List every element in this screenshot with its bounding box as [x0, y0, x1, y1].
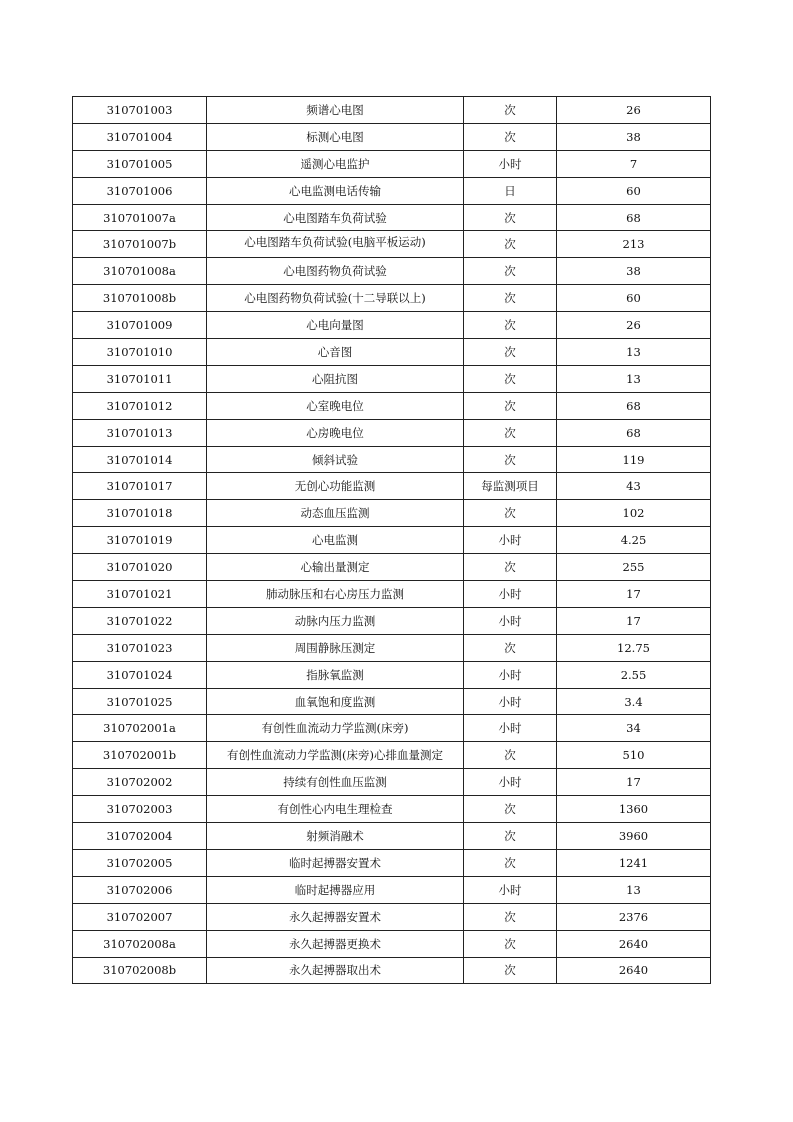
item-code-text: 310702003: [106, 802, 173, 817]
item-code-text: 310701006: [106, 183, 173, 198]
price-cell: [557, 150, 711, 177]
price-cell: [557, 688, 711, 715]
table-row: [73, 123, 711, 150]
unit-cell: [464, 849, 557, 876]
unit-text: 小时: [498, 775, 522, 790]
unit-text: 次: [504, 963, 516, 978]
unit-cell: [464, 930, 557, 957]
unit-cell: [464, 258, 557, 285]
item-code-cell: [73, 97, 207, 124]
item-name-cell: [207, 123, 464, 150]
price-text: 13: [626, 371, 641, 386]
price-cell: [557, 419, 711, 446]
price-cell: [557, 796, 711, 823]
price-cell: [557, 312, 711, 339]
table-row: [73, 957, 711, 984]
item-name-text: 持续有创性血压监测: [283, 775, 387, 790]
item-name-cell: [207, 204, 464, 231]
table-row: [73, 339, 711, 366]
item-name-text: 标测心电图: [306, 129, 364, 144]
unit-text: 次: [504, 237, 516, 252]
price-text: 12.75: [617, 640, 650, 655]
item-code-cell: [73, 258, 207, 285]
price-cell: [557, 823, 711, 850]
price-text: 7: [629, 156, 638, 171]
unit-cell: [464, 581, 557, 608]
item-code-cell: [73, 661, 207, 688]
table-row: [73, 849, 711, 876]
price-cell: [557, 339, 711, 366]
price-cell: [557, 123, 711, 150]
item-name-text: 永久起搏器安置术: [289, 909, 381, 924]
item-code-cell: [73, 581, 207, 608]
price-cell: [557, 231, 711, 258]
unit-text: 小时: [498, 721, 522, 736]
unit-cell: [464, 876, 557, 903]
table-row: [73, 742, 711, 769]
item-code-cell: [73, 849, 207, 876]
item-name-cell: [207, 285, 464, 312]
item-code-cell: [73, 823, 207, 850]
unit-text: 次: [504, 909, 516, 924]
price-text: 1360: [618, 802, 649, 817]
table-row: [73, 661, 711, 688]
unit-cell: [464, 473, 557, 500]
unit-cell: [464, 365, 557, 392]
price-text: 2640: [618, 963, 649, 978]
item-code-cell: [73, 285, 207, 312]
item-name-text: 动脉内压力监测: [294, 613, 376, 628]
item-code-text: 310701007a: [103, 210, 176, 225]
item-name-text: 永久起搏器更换术: [289, 936, 381, 951]
price-text: 68: [626, 425, 641, 440]
table-row: [73, 97, 711, 124]
item-code-text: 310702001a: [103, 721, 176, 736]
item-name-text: 心电监测: [312, 533, 358, 548]
item-code-cell: [73, 769, 207, 796]
item-code-text: 310701010: [106, 344, 173, 359]
price-cell: [557, 849, 711, 876]
price-text: 13: [626, 344, 641, 359]
price-table: [72, 96, 711, 984]
price-cell: [557, 903, 711, 930]
item-code-text: 310701003: [106, 102, 173, 117]
table-row: [73, 258, 711, 285]
item-name-cell: [207, 392, 464, 419]
item-code-text: 310702008b: [102, 963, 177, 978]
item-name-text: 肺动脉压和右心房压力监测: [266, 586, 404, 601]
unit-text: 小时: [498, 533, 522, 548]
price-text: 2640: [618, 936, 649, 951]
item-code-cell: [73, 446, 207, 473]
item-name-text: 倾斜试验: [312, 452, 358, 467]
item-name-text: 遥测心电监护: [300, 156, 370, 171]
unit-cell: [464, 634, 557, 661]
table-row: [73, 634, 711, 661]
price-text: 510: [622, 748, 645, 763]
item-code-text: 310702002: [106, 775, 173, 790]
item-code-cell: [73, 312, 207, 339]
price-text: 13: [626, 882, 641, 897]
item-code-text: 310702004: [106, 828, 173, 843]
item-name-cell: [207, 365, 464, 392]
item-code-cell: [73, 957, 207, 984]
item-code-text: 310701020: [106, 560, 173, 575]
item-name-text: 心电图药物负荷试验: [283, 264, 387, 279]
price-text: 60: [626, 183, 641, 198]
item-name-cell: [207, 607, 464, 634]
price-text: 213: [622, 237, 645, 252]
item-name-cell: [207, 150, 464, 177]
item-name-text: 心阻抗图: [312, 371, 358, 386]
price-cell: [557, 661, 711, 688]
price-text: 26: [626, 318, 641, 333]
item-code-text: 310701005: [106, 156, 173, 171]
item-name-cell: [207, 177, 464, 204]
item-name-cell: [207, 446, 464, 473]
item-code-cell: [73, 123, 207, 150]
unit-cell: [464, 742, 557, 769]
unit-cell: [464, 339, 557, 366]
table-row: [73, 150, 711, 177]
price-cell: [557, 554, 711, 581]
table-row: [73, 930, 711, 957]
price-cell: [557, 634, 711, 661]
item-name-cell: [207, 527, 464, 554]
unit-cell: [464, 715, 557, 742]
unit-cell: [464, 231, 557, 258]
item-code-text: 310701004: [106, 129, 173, 144]
table-row: [73, 177, 711, 204]
table-row: [73, 365, 711, 392]
unit-cell: [464, 688, 557, 715]
price-cell: [557, 97, 711, 124]
unit-text: 次: [504, 802, 516, 817]
item-name-cell: [207, 823, 464, 850]
table-row: [73, 876, 711, 903]
price-cell: [557, 285, 711, 312]
item-code-cell: [73, 930, 207, 957]
item-name-text: 心输出量测定: [300, 560, 370, 575]
unit-cell: [464, 661, 557, 688]
price-text: 68: [626, 210, 641, 225]
table-row: [73, 796, 711, 823]
table-row: [73, 500, 711, 527]
price-text: 17: [626, 613, 641, 628]
item-name-cell: [207, 742, 464, 769]
item-name-cell: [207, 903, 464, 930]
item-name-cell: [207, 849, 464, 876]
unit-cell: [464, 527, 557, 554]
unit-cell: [464, 204, 557, 231]
price-text: 38: [626, 264, 641, 279]
item-code-cell: [73, 392, 207, 419]
unit-cell: [464, 903, 557, 930]
item-code-cell: [73, 339, 207, 366]
item-code-text: 310701019: [106, 533, 173, 548]
price-text: 3960: [618, 828, 649, 843]
item-code-text: 310702008a: [103, 936, 176, 951]
item-code-cell: [73, 796, 207, 823]
item-name-cell: [207, 312, 464, 339]
item-code-cell: [73, 607, 207, 634]
price-text: 4.25: [620, 533, 647, 548]
item-code-cell: [73, 204, 207, 231]
price-cell: [557, 527, 711, 554]
unit-cell: [464, 823, 557, 850]
unit-text: 小时: [498, 586, 522, 601]
unit-text: 次: [504, 210, 516, 225]
item-code-text: 310701011: [106, 371, 173, 386]
item-name-text: 射频消融术: [306, 828, 364, 843]
table-row: [73, 903, 711, 930]
item-name-cell: [207, 661, 464, 688]
unit-text: 次: [504, 102, 516, 117]
item-name-cell: [207, 473, 464, 500]
table-row: [73, 607, 711, 634]
price-cell: [557, 957, 711, 984]
item-name-text: 心电图踏车负荷试验(电脑平板运动): [244, 235, 426, 250]
item-code-text: 310701009: [106, 318, 173, 333]
table-row: [73, 715, 711, 742]
price-table-body: [73, 97, 711, 984]
price-cell: [557, 500, 711, 527]
item-name-text: 血氧饱和度监测: [294, 694, 376, 709]
unit-text: 小时: [498, 694, 522, 709]
price-text: 3.4: [624, 694, 643, 709]
item-name-text: 心音图: [317, 344, 353, 359]
unit-cell: [464, 97, 557, 124]
unit-cell: [464, 554, 557, 581]
price-text: 1241: [618, 855, 649, 870]
price-cell: [557, 473, 711, 500]
unit-text: 次: [504, 828, 516, 843]
item-name-text: 有创性心内电生理检查: [277, 802, 393, 817]
table-row: [73, 419, 711, 446]
price-cell: [557, 742, 711, 769]
unit-text: 次: [504, 129, 516, 144]
item-code-cell: [73, 150, 207, 177]
item-code-cell: [73, 365, 207, 392]
item-name-cell: [207, 796, 464, 823]
item-code-text: 310701007b: [102, 237, 177, 252]
price-text: 255: [622, 560, 645, 575]
unit-text: 次: [504, 748, 516, 763]
price-text: 2376: [618, 909, 649, 924]
table-row: [73, 285, 711, 312]
table-row: [73, 392, 711, 419]
item-name-cell: [207, 688, 464, 715]
unit-cell: [464, 957, 557, 984]
item-name-text: 周围静脉压测定: [294, 640, 376, 655]
unit-text: 次: [504, 425, 516, 440]
unit-cell: [464, 446, 557, 473]
item-name-cell: [207, 634, 464, 661]
item-name-cell: [207, 419, 464, 446]
item-code-cell: [73, 554, 207, 581]
item-name-cell: [207, 581, 464, 608]
item-code-text: 310701013: [106, 425, 173, 440]
unit-text: 小时: [498, 882, 522, 897]
price-cell: [557, 258, 711, 285]
unit-text: 次: [504, 291, 516, 306]
price-text: 2.55: [620, 667, 647, 682]
item-code-text: 310702005: [106, 855, 173, 870]
unit-text: 次: [504, 344, 516, 359]
unit-cell: [464, 769, 557, 796]
unit-cell: [464, 312, 557, 339]
unit-text: 每监测项目: [481, 479, 539, 494]
price-cell: [557, 876, 711, 903]
item-code-cell: [73, 742, 207, 769]
unit-text: 次: [504, 855, 516, 870]
unit-cell: [464, 419, 557, 446]
table-row: [73, 446, 711, 473]
item-code-cell: [73, 876, 207, 903]
table-row: [73, 688, 711, 715]
table-row: [73, 823, 711, 850]
unit-text: 次: [504, 452, 516, 467]
price-cell: [557, 581, 711, 608]
price-cell: [557, 365, 711, 392]
price-text: 102: [622, 506, 645, 521]
item-name-text: 有创性血流动力学监测(床旁): [261, 721, 409, 736]
unit-cell: [464, 177, 557, 204]
item-code-text: 310701021: [106, 586, 173, 601]
item-name-cell: [207, 554, 464, 581]
item-name-cell: [207, 769, 464, 796]
item-code-cell: [73, 500, 207, 527]
item-code-text: 310702006: [106, 882, 173, 897]
item-name-text: 永久起搏器取出术: [289, 963, 381, 978]
item-name-cell: [207, 97, 464, 124]
item-name-text: 无创心功能监测: [294, 479, 376, 494]
item-code-cell: [73, 473, 207, 500]
price-text: 119: [622, 452, 645, 467]
item-code-cell: [73, 231, 207, 258]
unit-cell: [464, 500, 557, 527]
item-code-text: 310701023: [106, 640, 173, 655]
price-cell: [557, 715, 711, 742]
unit-text: 小时: [498, 613, 522, 628]
table-row: [73, 473, 711, 500]
item-name-text: 心电向量图: [306, 318, 364, 333]
price-cell: [557, 392, 711, 419]
item-code-text: 310701025: [106, 694, 173, 709]
price-text: 68: [626, 398, 641, 413]
item-code-text: 310701018: [106, 506, 173, 521]
item-code-text: 310702001b: [102, 748, 177, 763]
unit-text: 次: [504, 371, 516, 386]
table-row: [73, 581, 711, 608]
table-row: [73, 527, 711, 554]
price-text: 43: [626, 479, 641, 494]
item-name-text: 临时起搏器应用: [294, 882, 376, 897]
item-name-text: 心电图药物负荷试验(十二导联以上): [244, 291, 426, 306]
item-code-cell: [73, 527, 207, 554]
unit-text: 日: [504, 183, 516, 198]
item-name-cell: [207, 876, 464, 903]
price-text: 34: [626, 721, 641, 736]
item-name-text: 心房晚电位: [306, 425, 364, 440]
item-code-text: 310701008a: [103, 264, 176, 279]
unit-cell: [464, 150, 557, 177]
unit-cell: [464, 796, 557, 823]
unit-cell: [464, 392, 557, 419]
price-text: 38: [626, 129, 641, 144]
item-name-text: 心电监测电话传输: [289, 183, 381, 198]
unit-text: 次: [504, 506, 516, 521]
item-code-cell: [73, 903, 207, 930]
item-name-cell: [207, 715, 464, 742]
price-cell: [557, 204, 711, 231]
table-row: [73, 204, 711, 231]
item-name-text: 有创性血流动力学监测(床旁)心排血量测定: [227, 748, 443, 763]
price-cell: [557, 607, 711, 634]
item-name-cell: [207, 930, 464, 957]
item-code-text: 310701024: [106, 667, 173, 682]
item-name-text: 指脉氧监测: [306, 667, 364, 682]
unit-cell: [464, 123, 557, 150]
price-cell: [557, 769, 711, 796]
item-code-text: 310701014: [106, 452, 173, 467]
table-row: [73, 312, 711, 339]
item-name-cell: [207, 957, 464, 984]
table-row: [73, 769, 711, 796]
item-name-cell: [207, 231, 464, 258]
item-code-cell: [73, 177, 207, 204]
table-row: [73, 554, 711, 581]
price-cell: [557, 177, 711, 204]
item-code-cell: [73, 419, 207, 446]
item-code-cell: [73, 688, 207, 715]
item-code-text: 310701012: [106, 398, 173, 413]
item-code-cell: [73, 715, 207, 742]
price-text: 60: [626, 291, 641, 306]
item-code-text: 310701022: [106, 613, 173, 628]
unit-text: 次: [504, 264, 516, 279]
item-code-text: 310701008b: [102, 291, 177, 306]
item-name-text: 频谱心电图: [306, 102, 364, 117]
unit-cell: [464, 607, 557, 634]
item-code-text: 310702007: [106, 909, 173, 924]
item-name-cell: [207, 258, 464, 285]
table-row: [73, 231, 711, 258]
price-text: 17: [626, 586, 641, 601]
item-name-cell: [207, 339, 464, 366]
item-name-text: 临时起搏器安置术: [289, 855, 381, 870]
unit-text: 小时: [498, 667, 522, 682]
unit-text: 次: [504, 936, 516, 951]
unit-text: 小时: [498, 156, 522, 171]
price-cell: [557, 930, 711, 957]
item-name-cell: [207, 500, 464, 527]
item-code-cell: [73, 634, 207, 661]
unit-cell: [464, 285, 557, 312]
unit-text: 次: [504, 318, 516, 333]
unit-text: 次: [504, 640, 516, 655]
price-text: 17: [626, 775, 641, 790]
price-cell: [557, 446, 711, 473]
unit-text: 次: [504, 560, 516, 575]
unit-text: 次: [504, 398, 516, 413]
price-text: 26: [626, 102, 641, 117]
item-name-text: 心室晚电位: [306, 398, 364, 413]
item-name-text: 动态血压监测: [300, 506, 370, 521]
item-name-text: 心电图踏车负荷试验: [283, 210, 387, 225]
item-code-text: 310701017: [106, 479, 173, 494]
